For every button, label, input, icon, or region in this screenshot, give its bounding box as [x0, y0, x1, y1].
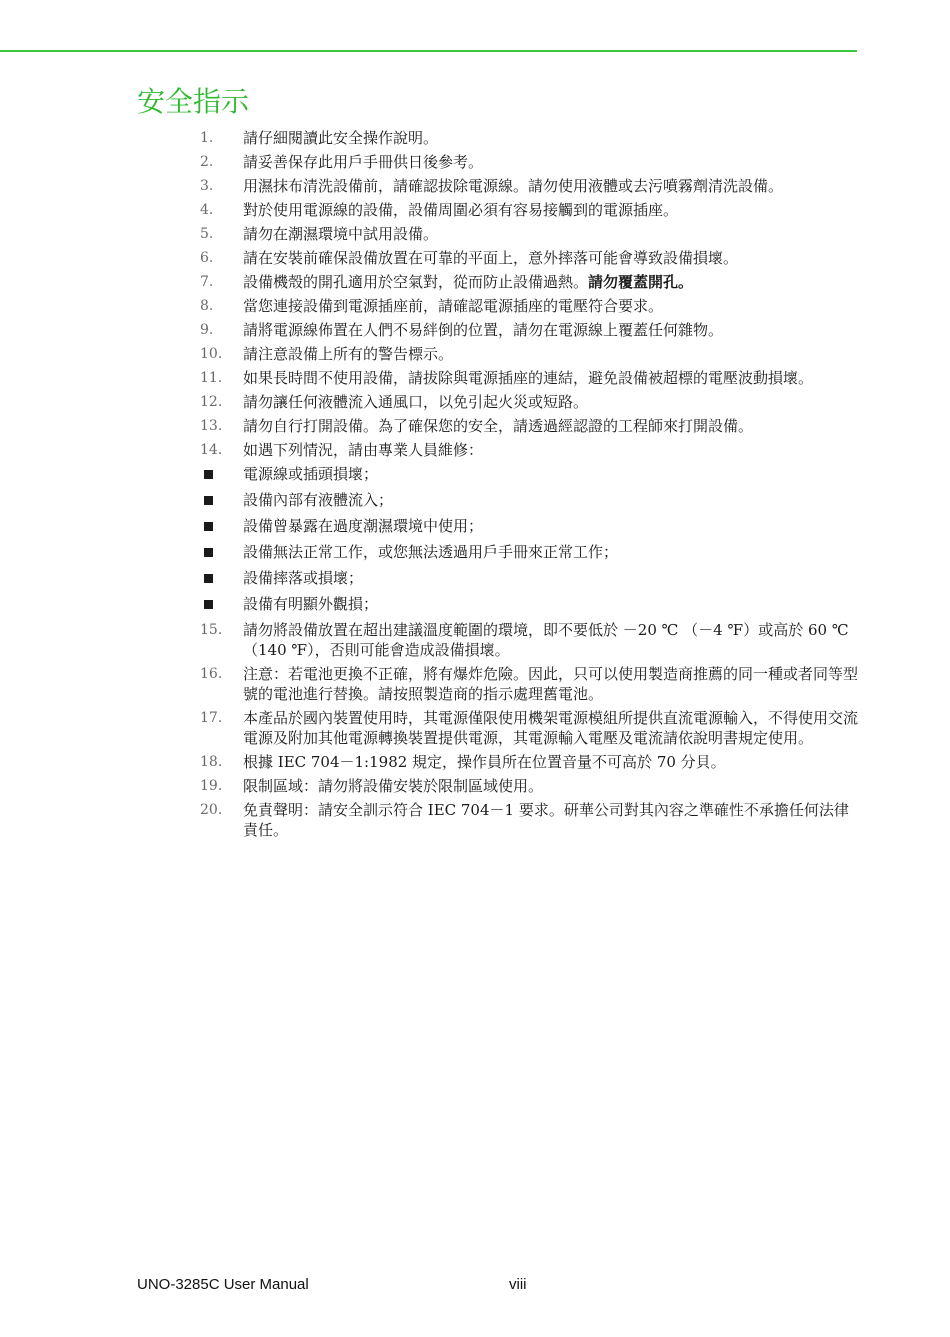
list-item	[200, 800, 860, 840]
item-number: 17.	[200, 710, 223, 726]
item-text: 限制區域：請勿將設備安裝於限制區域使用。	[243, 777, 544, 795]
item-number: 19.	[200, 778, 223, 794]
sub-item-text: 電源線或插頭損壞；	[243, 465, 379, 483]
item-number: 11.	[200, 370, 223, 386]
item-number: 7.	[200, 274, 214, 290]
item-number: 4.	[200, 202, 214, 218]
list-item	[200, 752, 860, 772]
item-number: 8.	[200, 298, 214, 314]
item-text: 請將電源線佈置在人們不易絆倒的位置，請勿在電源線上覆蓋任何雜物。	[243, 321, 724, 339]
item-number: 15.	[200, 622, 223, 638]
item-text: 根據 IEC 704－1:1982 規定，操作員所在位置音量不可高於 70 分貝。	[243, 753, 726, 771]
item-text: 如遇下列情況，請由專業人員維修：	[243, 441, 484, 459]
square-bullet-icon	[200, 464, 243, 484]
item-text: 請仔細閱讀此安全操作說明。	[243, 129, 439, 147]
item-text: 請勿在潮濕環境中試用設備。	[243, 225, 439, 243]
sub-list-item	[200, 464, 860, 484]
square-bullet-icon	[200, 490, 243, 510]
item-number: 14.	[200, 442, 223, 458]
list-item	[200, 416, 860, 436]
item-number: 9.	[200, 322, 214, 338]
list-item	[200, 248, 860, 268]
list-item	[200, 368, 860, 388]
list-item	[200, 392, 860, 412]
square-bullet-icon	[200, 594, 243, 614]
item-text	[243, 272, 860, 292]
square-bullet-icon	[200, 568, 243, 588]
sub-item-text: 設備有明顯外觀損；	[243, 595, 379, 613]
item-number: 18.	[200, 754, 223, 770]
item-text: 當您連接設備到電源插座前，請確認電源插座的電壓符合要求。	[243, 297, 664, 315]
item-text-bold: 請勿覆蓋開孔。	[588, 273, 694, 291]
item-text-plain: 設備機殼的開孔適用於空氣對，從而防止設備過熱。	[243, 273, 589, 291]
safety-list	[200, 128, 860, 844]
sub-item-text: 設備曾暴露在過度潮濕環境中使用；	[243, 517, 484, 535]
item-text: 如果長時間不使用設備，請拔除與電源插座的連結，避免設備被超標的電壓波動損壞。	[243, 369, 814, 387]
item-number: 5.	[200, 226, 214, 242]
item-text: 請妥善保存此用戶手冊供日後參考。	[243, 153, 484, 171]
item-number: 13.	[200, 418, 223, 434]
item-text: 請勿自行打開設備。為了確保您的安全，請透過經認證的工程師來打開設備。	[243, 417, 754, 435]
item-number: 6.	[200, 250, 214, 266]
item-number: 10.	[200, 346, 223, 362]
page-title: 安全指示	[137, 85, 250, 118]
list-item	[200, 224, 860, 244]
list-item	[200, 176, 860, 196]
footer-manual-name: UNO-3285C User Manual	[137, 1276, 309, 1293]
square-bullet-icon	[200, 516, 243, 536]
list-item	[200, 152, 860, 172]
list-item	[200, 128, 860, 148]
item-number: 2.	[200, 154, 214, 170]
list-item	[200, 320, 860, 340]
list-item	[200, 664, 860, 704]
footer-page-number: viii	[509, 1276, 527, 1293]
item-text: 注意：若電池更換不正確，將有爆炸危險。因此，只可以使用製造商推薦的同一種或者同等型號的電池進行替換。請按照製造商的指示處理舊電池。	[243, 665, 859, 703]
item-text: 本產品於國內裝置使用時，其電源僅限使用機架電源模組所提供直流電源輸入，不得使用交流電源及附加其他電源轉換裝置提供電源，其電源輸入電壓及電流請依說明書規定使用。	[243, 709, 859, 747]
sub-list-item	[200, 490, 860, 510]
item-text: 請勿將設備放置在超出建議溫度範圍的環境，即不要低於 －20 ℃ （－4 ℉）或高於 60 ℃ （140 ℉），否則可能會造成設備損壞。	[243, 621, 849, 659]
sub-list-item	[200, 594, 860, 614]
list-item	[200, 440, 860, 460]
list-item	[200, 200, 860, 220]
sub-item-text: 設備摔落或損壞；	[243, 569, 364, 587]
sub-list-item	[200, 516, 860, 536]
item-number: 12.	[200, 394, 223, 410]
list-item	[200, 272, 860, 292]
item-text: 請勿讓任何液體流入通風口，以免引起火災或短路。	[243, 393, 589, 411]
top-divider	[0, 50, 857, 52]
item-number: 16.	[200, 666, 223, 682]
sub-item-text: 設備內部有液體流入；	[243, 491, 394, 509]
item-number: 3.	[200, 178, 214, 194]
square-bullet-icon	[200, 542, 243, 562]
list-item	[200, 296, 860, 316]
item-number: 1.	[200, 130, 214, 146]
list-item	[200, 620, 860, 660]
item-text: 請在安裝前確保設備放置在可靠的平面上，意外摔落可能會導致設備損壞。	[243, 249, 739, 267]
item-text: 請注意設備上所有的警告標示。	[243, 345, 454, 363]
sub-list-item	[200, 542, 860, 562]
item-text: 免責聲明：請安全訓示符合 IEC 704－1 要求。研華公司對其內容之準確性不承擔任何法律責任。	[243, 801, 849, 839]
item-text: 用濕抹布清洗設備前，請確認拔除電源線。請勿使用液體或去污噴霧劑清洗設備。	[243, 177, 784, 195]
list-item	[200, 708, 860, 748]
sub-list-item	[200, 568, 860, 588]
item-text: 對於使用電源線的設備，設備周圍必須有容易接觸到的電源插座。	[243, 201, 679, 219]
item-number: 20.	[200, 802, 223, 818]
list-item	[200, 776, 860, 796]
sub-item-text: 設備無法正常工作，或您無法透過用戶手冊來正常工作；	[243, 543, 619, 561]
list-item	[200, 344, 860, 364]
